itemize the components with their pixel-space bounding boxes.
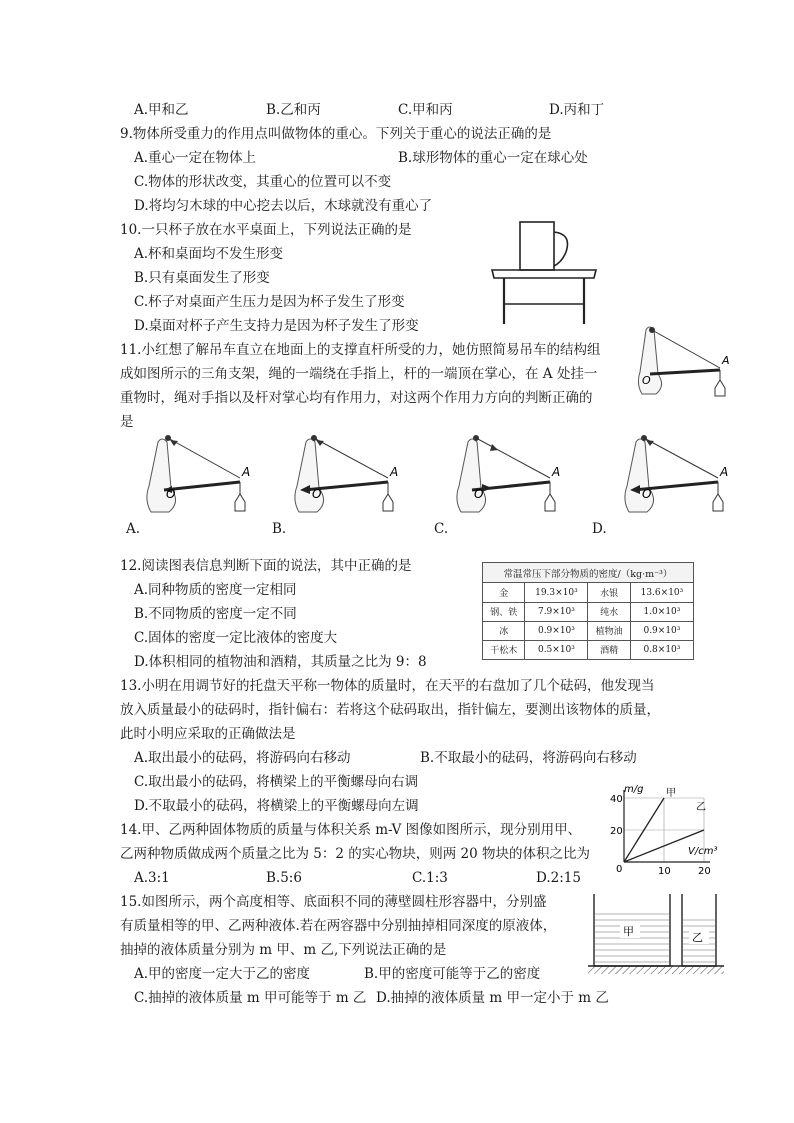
cup-handle bbox=[554, 232, 568, 266]
q9-option-a: A.重心一定在物体上 bbox=[134, 150, 257, 166]
q11-option-d: D. bbox=[592, 521, 607, 537]
q14-line-2: 乙两种物质做成两个质量之比为 5：2 的实心物块，则两 20 物块的体积之比为 bbox=[120, 846, 591, 862]
q15-line-3: 抽掉的液体质量分别为 m 甲、m 乙,下列说法正确的是 bbox=[120, 942, 447, 958]
q11-option-a: A. bbox=[126, 521, 141, 537]
q10-option-d: D.桌面对杯子产生支持力是因为杯子发生了形变 bbox=[134, 318, 419, 334]
q12-option-d: D.体积相同的植物油和酒精，其质量之比为 9：8 bbox=[134, 654, 427, 670]
containers-figure bbox=[586, 890, 726, 976]
q8-option-d: D.丙和丁 bbox=[549, 102, 605, 118]
q13-option-d: D.不取最小的砝码，将横梁上的平衡螺母向左调 bbox=[134, 798, 419, 814]
container-label-yi: 乙 bbox=[692, 931, 703, 944]
q13-line-1: 13.小明在用调节好的托盘天平称一物体的质量时，在天平的右盘加了几个砝码，他发现当 bbox=[120, 678, 655, 694]
m-v-chart bbox=[604, 780, 730, 876]
q14-line-1: 14.甲、乙两种固体物质的质量与体积关系 m-V 图像如图所示，现分别用甲、 bbox=[120, 822, 582, 838]
svg-text:O: O bbox=[166, 487, 176, 501]
svg-text:O: O bbox=[642, 487, 652, 501]
hand-bracket-figure bbox=[634, 322, 734, 402]
q13-option-b: B.不取最小的砝码，将游码向右移动 bbox=[420, 750, 637, 766]
container-label-jia: 甲 bbox=[623, 925, 634, 938]
q13-option-a: A.取出最小的砝码，将游码向右移动 bbox=[134, 750, 351, 766]
x-tick-label: 10 bbox=[658, 866, 671, 876]
q14-option-d: D.2:15 bbox=[536, 870, 581, 886]
q15-option-d: D.抽掉的液体质量 m 甲一定小于 m 乙 bbox=[376, 990, 609, 1006]
q14-option-b: B.5:6 bbox=[266, 870, 302, 886]
table-row: 干松木 0.5×10³ 酒精 0.8×10³ bbox=[483, 640, 694, 659]
q9-stem: 9.物体所受重力的作用点叫做物体的重心。下列关于重心的说法正确的是 bbox=[120, 126, 552, 142]
q14-option-a: A.3:1 bbox=[134, 870, 170, 886]
svg-text:A: A bbox=[390, 465, 399, 479]
svg-text:A: A bbox=[242, 465, 251, 479]
q15-option-b: B.甲的密度可能等于乙的密度 bbox=[364, 966, 541, 982]
option-figure-a bbox=[140, 432, 258, 518]
q11-option-c: C. bbox=[434, 521, 449, 537]
table-row: 冰 0.9×10³ 植物油 0.9×10³ bbox=[483, 621, 694, 640]
density-table-title: 常温常压下部分物质的密度/（kg·m⁻³） bbox=[483, 563, 694, 583]
svg-text:O: O bbox=[474, 487, 484, 501]
svg-text:O: O bbox=[312, 487, 322, 501]
series-label-jia: 甲 bbox=[666, 788, 676, 799]
q11-line-1: 11.小红想了解吊车直立在地面上的支撑直杆所受的力，她仿照简易吊车的结构组 bbox=[120, 342, 601, 358]
option-figure-c bbox=[452, 432, 570, 518]
table-row: 钢、铁 7.9×10³ 纯水 1.0×10³ bbox=[483, 602, 694, 621]
q10-option-a: A.杯和桌面均不发生形变 bbox=[134, 246, 284, 262]
chart-y-axis-label: m/g bbox=[624, 784, 644, 795]
table-top bbox=[492, 270, 596, 278]
q10-option-b: B.只有桌面发生了形变 bbox=[134, 270, 270, 286]
q13-option-c: C.取出最小的砝码，将横梁上的平衡螺母向右调 bbox=[134, 774, 419, 790]
q12-option-b: B.不同物质的密度一定不同 bbox=[134, 606, 297, 622]
series-label-yi: 乙 bbox=[696, 802, 706, 813]
x-tick-label: 20 bbox=[698, 866, 711, 876]
y-tick-label: 20 bbox=[610, 826, 623, 837]
q15-option-c: C.抽掉的液体质量 m 甲可能等于 m 乙 bbox=[134, 990, 367, 1006]
q8-option-b: B.乙和丙 bbox=[266, 102, 321, 118]
q15-line-2: 有质量相等的甲、乙两种液体.若在两容器中分别抽掉相同深度的原液体， bbox=[120, 918, 557, 934]
q11-line-4: 是 bbox=[120, 414, 134, 430]
density-table bbox=[482, 562, 694, 660]
q8-option-c: C.甲和丙 bbox=[398, 102, 453, 118]
cup-on-table-figure bbox=[490, 220, 598, 328]
q11-option-b: B. bbox=[272, 521, 287, 537]
figure-label-o: O bbox=[642, 374, 651, 387]
q13-line-2: 放入质量最小的砝码时，指针偏右：若将这个砝码取出，指针偏左，要测出该物体的质量， bbox=[120, 702, 660, 718]
q12-stem: 12.阅读图表信息判断下面的说法，其中正确的是 bbox=[120, 558, 412, 574]
q9-option-d: D.将均匀木球的中心挖去以后，木球就没有重心了 bbox=[134, 198, 433, 214]
q9-option-c: C.物体的形状改变，其重心的位置可以不变 bbox=[134, 174, 392, 190]
q10-stem: 10.一只杯子放在水平桌面上，下列说法正确的是 bbox=[120, 222, 412, 238]
q15-option-a: A.甲的密度一定大于乙的密度 bbox=[134, 966, 311, 982]
option-figure-d bbox=[620, 432, 738, 518]
q15-line-1: 15.如图所示，两个高度相等、底面积不同的薄壁圆柱形容器中，分别盛 bbox=[120, 894, 547, 910]
figure-label-a: A bbox=[722, 354, 730, 367]
q13-line-3: 此时小明应采取的正确做法是 bbox=[120, 726, 296, 742]
q14-option-c: C.1:3 bbox=[412, 870, 448, 886]
table-row: 金 19.3×10³ 水银 13.6×10³ bbox=[483, 583, 694, 602]
q12-option-a: A.同种物质的密度一定相同 bbox=[134, 582, 297, 598]
q12-option-c: C.固体的密度一定比液体的密度大 bbox=[134, 630, 338, 646]
y-tick-label: 40 bbox=[610, 794, 623, 805]
q10-option-c: C.杯子对桌面产生压力是因为杯子发生了形变 bbox=[134, 294, 405, 310]
q11-line-3: 重物时，绳对手指以及杆对掌心均有作用力，对这两个作用力方向的判断正确的 bbox=[120, 390, 593, 406]
svg-text:A: A bbox=[552, 465, 561, 479]
x-tick-label: 0 bbox=[616, 864, 623, 875]
chart-x-axis-label: V/cm³ bbox=[688, 846, 718, 857]
svg-text:A: A bbox=[720, 465, 729, 479]
option-figure-b bbox=[290, 432, 408, 518]
q9-option-b: B.球形物体的重心一定在球心处 bbox=[398, 150, 588, 166]
q11-line-2: 成如图所示的三角支架，绳的一端绕在手指上，杆的一端顶在掌心，在 A 处挂一 bbox=[120, 366, 598, 382]
q8-option-a: A.甲和乙 bbox=[134, 102, 189, 118]
cup-shape bbox=[520, 222, 554, 270]
